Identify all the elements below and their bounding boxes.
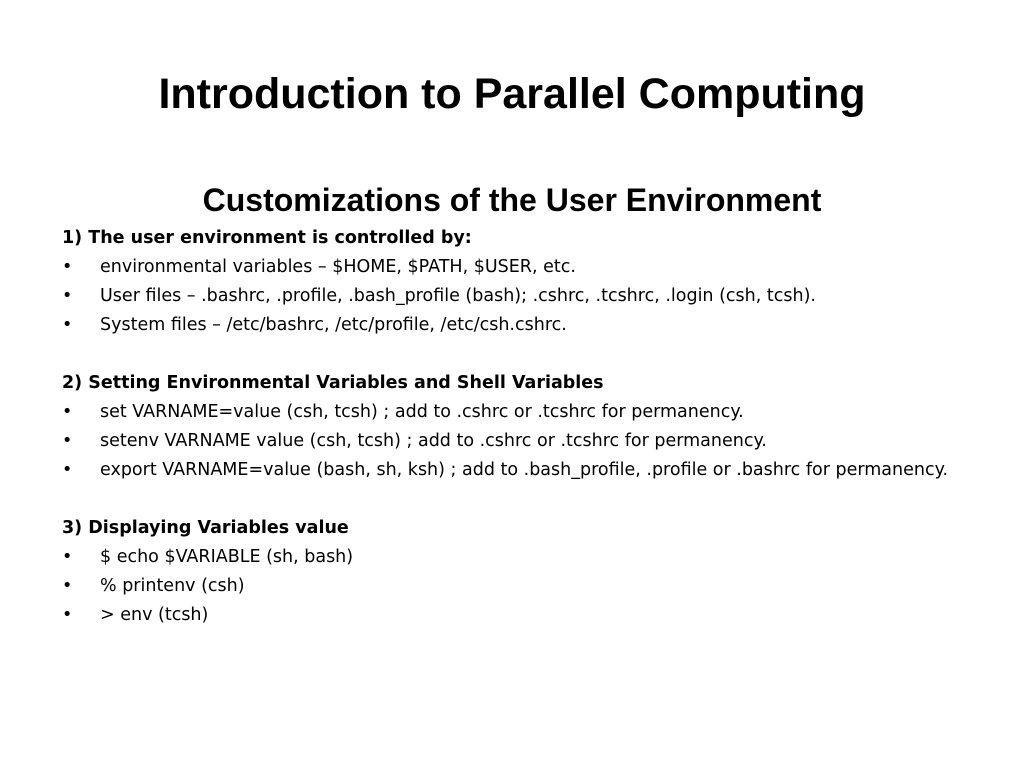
section-heading: 1) The user environment is controlled by: bbox=[62, 228, 472, 248]
list-item bbox=[62, 427, 962, 456]
list-item bbox=[62, 601, 962, 630]
section-setting-variables bbox=[62, 369, 962, 485]
list-item-text: setenv VARNAME value (csh, tcsh) ; add to .cshrc or .tcshrc for permanency. bbox=[100, 431, 767, 451]
bullet-icon: • bbox=[62, 402, 73, 422]
list-item bbox=[62, 311, 962, 340]
list-item-text: export VARNAME=value (bash, sh, ksh) ; add to .bash_profile, .profile or .bashrc for permanency. bbox=[100, 460, 949, 480]
section-heading: 2) Setting Environmental Variables and Shell Variables bbox=[62, 373, 604, 393]
list-item-text: set VARNAME=value (csh, tcsh) ; add to .cshrc or .tcshrc for permanency. bbox=[100, 402, 744, 422]
list-item bbox=[62, 543, 962, 572]
bullet-icon: • bbox=[62, 431, 73, 451]
section-displaying-variables bbox=[62, 514, 962, 630]
bullet-icon: • bbox=[62, 315, 73, 335]
slide-body bbox=[62, 224, 962, 630]
bullet-list bbox=[62, 543, 962, 630]
list-item bbox=[62, 253, 962, 282]
bullet-list bbox=[62, 253, 962, 340]
section-user-environment bbox=[62, 224, 962, 340]
bullet-icon: • bbox=[62, 257, 73, 277]
bullet-icon: • bbox=[62, 460, 73, 480]
list-item bbox=[62, 572, 962, 601]
slide-title: Introduction to Parallel Computing bbox=[158, 70, 866, 118]
list-item bbox=[62, 456, 962, 485]
list-item bbox=[62, 282, 962, 311]
bullet-icon: • bbox=[62, 576, 73, 596]
list-item-text: User files – .bashrc, .profile, .bash_profile (bash); .cshrc, .tcshrc, .login (csh, tcsh). bbox=[100, 286, 816, 306]
section-heading: 3) Displaying Variables value bbox=[62, 518, 349, 538]
list-item-text: System files – /etc/bashrc, /etc/profile, /etc/csh.cshrc. bbox=[100, 315, 567, 335]
list-item-text: > env (tcsh) bbox=[100, 605, 209, 625]
list-item-text: % printenv (csh) bbox=[100, 576, 245, 596]
list-item bbox=[62, 398, 962, 427]
bullet-icon: • bbox=[62, 605, 73, 625]
list-item-text: $ echo $VARIABLE (sh, bash) bbox=[100, 547, 354, 567]
bullet-list bbox=[62, 398, 962, 485]
bullet-icon: • bbox=[62, 547, 73, 567]
slide-subtitle: Customizations of the User Environment bbox=[202, 182, 822, 218]
list-item-text: environmental variables – $HOME, $PATH, $USER, etc. bbox=[100, 257, 576, 277]
bullet-icon: • bbox=[62, 286, 73, 306]
